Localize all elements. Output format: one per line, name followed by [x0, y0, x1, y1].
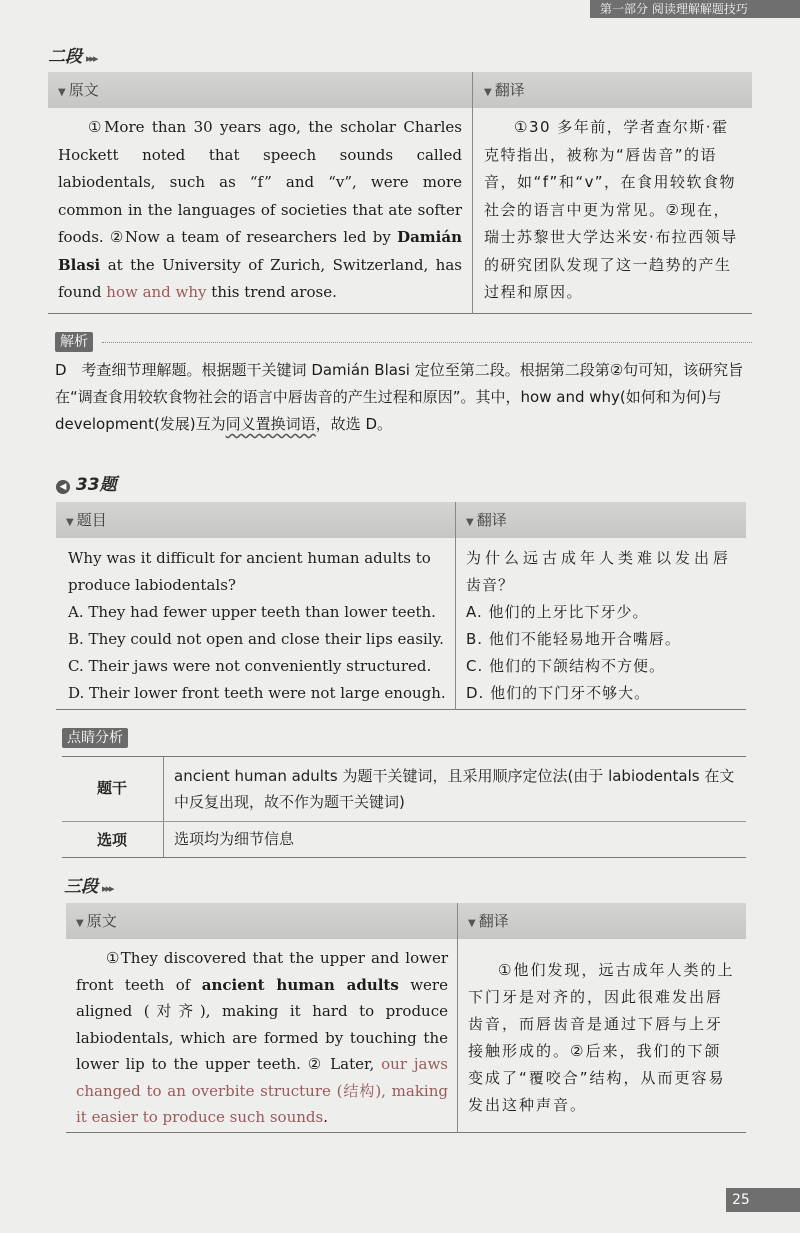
column-divider — [457, 903, 458, 1133]
highlighted-phrase: how and why — [106, 283, 207, 301]
text-run: this trend arose. — [206, 283, 337, 301]
translation-header — [456, 502, 746, 538]
option-d: D. Their lower front teeth were not large enough. — [68, 684, 446, 702]
question-label: 题目 — [76, 511, 107, 529]
translation-header — [474, 72, 752, 108]
row-label-stem: 题干 — [96, 779, 127, 797]
question-stem-zh: 齿音？ — [466, 576, 515, 594]
option-c: C. Their jaws were not conveniently structured. — [68, 657, 432, 675]
section-3-english-text — [76, 945, 448, 1131]
question-33-title-text: 33题 — [75, 475, 117, 495]
text-run: D 考查细节理解题。根据题干关键词 Damián Blasi 定位至第二段。根据第二段第②句可知，该研究旨在“调查食用较软食物社会的语言中唇齿音的产生过程和原因”。其中，how and why(如何和为何)与 development(发展)互为 — [55, 361, 744, 433]
triangle-down-icon: ▼ — [466, 517, 474, 528]
text-run: . — [323, 1108, 328, 1126]
original-header — [66, 903, 456, 939]
page-number: 25 — [726, 1188, 800, 1212]
translation-label: 翻译 — [478, 912, 509, 930]
option-c-zh: C. 他们的下颌结构不方便。 — [466, 657, 666, 675]
text-run: ，故选 D。 — [315, 415, 392, 433]
analysis-badge — [55, 331, 93, 351]
section-2-title — [48, 42, 97, 67]
triangle-down-icon: ▼ — [58, 87, 66, 98]
question-stem-zh: 为什么远古成年人类难以发出唇 — [466, 549, 733, 567]
key-analysis-badge — [62, 727, 128, 747]
keyword-phrase: ancient human adults — [201, 975, 399, 994]
question-33-box — [56, 502, 746, 710]
section-2-title-text: 二段 — [48, 47, 82, 67]
option-a: A. They had fewer upper teeth than lower teeth. — [68, 603, 436, 621]
row-label-options: 选项 — [96, 831, 127, 849]
triangle-down-icon: ▼ — [66, 517, 74, 528]
translation-label: 翻译 — [494, 81, 525, 99]
running-header: 第一部分 阅读理解解题技巧 — [590, 0, 800, 18]
play-circle-icon: ◀ — [56, 480, 70, 494]
wavy-underlined-phrase: 同义置换词语 — [225, 415, 316, 433]
triangle-down-icon: ▼ — [76, 918, 84, 929]
table-row-divider — [62, 821, 746, 822]
original-label: 原文 — [68, 81, 99, 99]
text-run: at the University of Zurich, Switzerland, has found — [58, 255, 462, 301]
dotted-separator — [102, 342, 752, 343]
original-header — [48, 72, 468, 108]
triple-arrow-icon: ▸▸▸ — [102, 882, 113, 895]
section-3-box — [66, 903, 746, 1133]
triangle-down-icon: ▼ — [468, 918, 476, 929]
option-b-zh: B. 他们不能轻易地开合嘴唇。 — [466, 630, 681, 648]
question-stem-line: produce labiodentals? — [68, 576, 236, 594]
researcher-name: Damián Blasi — [58, 228, 462, 274]
section-3-title-text: 三段 — [64, 877, 98, 897]
row-text-stem: ancient human adults 为题干关键词，且采用顺序定位法(由于 labiodentals 在文中反复出现，故不作为题干关键词) — [174, 767, 735, 811]
section-3-title — [64, 872, 113, 897]
analysis-badge-text: 解析 — [55, 332, 93, 352]
key-analysis-badge-text: 点睛分析 — [62, 728, 128, 748]
highlighted-phrase: our jaws changed to an overbite structure (结构), making it easier to produce such sounds — [76, 1055, 448, 1126]
text-run: were aligned (对齐), making it hard to produce labiodentals, which are formed by touching the lower lip to the upper teeth. ② Later, — [76, 975, 448, 1073]
table-column-divider — [163, 757, 164, 857]
text-run: ①More than 30 years ago, the scholar Charles Hockett noted that speech sounds called labiodentals, such as “f” and “v”, were more common in the languages of societies that ate softer foods. ②Now a team of researchers led by — [58, 118, 462, 246]
column-divider — [455, 502, 456, 710]
analysis-text — [55, 357, 752, 438]
option-d-zh: D. 他们的下门牙不够大。 — [466, 684, 651, 702]
original-label: 原文 — [86, 912, 117, 930]
option-b: B. They could not open and close their lips easily. — [68, 630, 444, 648]
row-text-options: 选项均为细节信息 — [174, 830, 295, 848]
column-divider — [472, 72, 473, 314]
question-header — [56, 502, 454, 538]
section-2-box — [48, 72, 752, 314]
question-33-title — [56, 470, 117, 495]
section-3-chinese-text: ①他们发现，远古成年人类的上下门牙是对齐的，因此很难发出唇齿音，而唇齿音是通过下唇与上牙接触形成的。②后来，我们的下颌变成了“覆咬合”结构，从而更容易发出这种声音。 — [468, 961, 735, 1114]
translation-header — [458, 903, 746, 939]
text-run: ①They discovered that the upper and lower front teeth of — [76, 949, 448, 994]
translation-label: 翻译 — [476, 511, 507, 529]
triple-arrow-icon: ▸▸▸ — [86, 52, 97, 65]
option-a-zh: A. 他们的上牙比下牙少。 — [466, 603, 649, 621]
triangle-down-icon: ▼ — [484, 87, 492, 98]
section-2-chinese-text: ①30 多年前，学者查尔斯·霍克特指出，被称为“唇齿音”的语音，如“f”和“v”，在食用较软食物社会的语言中更为常见。②现在，瑞士苏黎世大学达米安·布拉西领导的研究团队发现了这一趋势的产生过程和原因。 — [484, 118, 738, 301]
key-analysis-table — [62, 756, 746, 858]
section-2-english-text — [58, 114, 462, 307]
question-stem-line: Why was it difficult for ancient human adults to — [68, 549, 431, 567]
